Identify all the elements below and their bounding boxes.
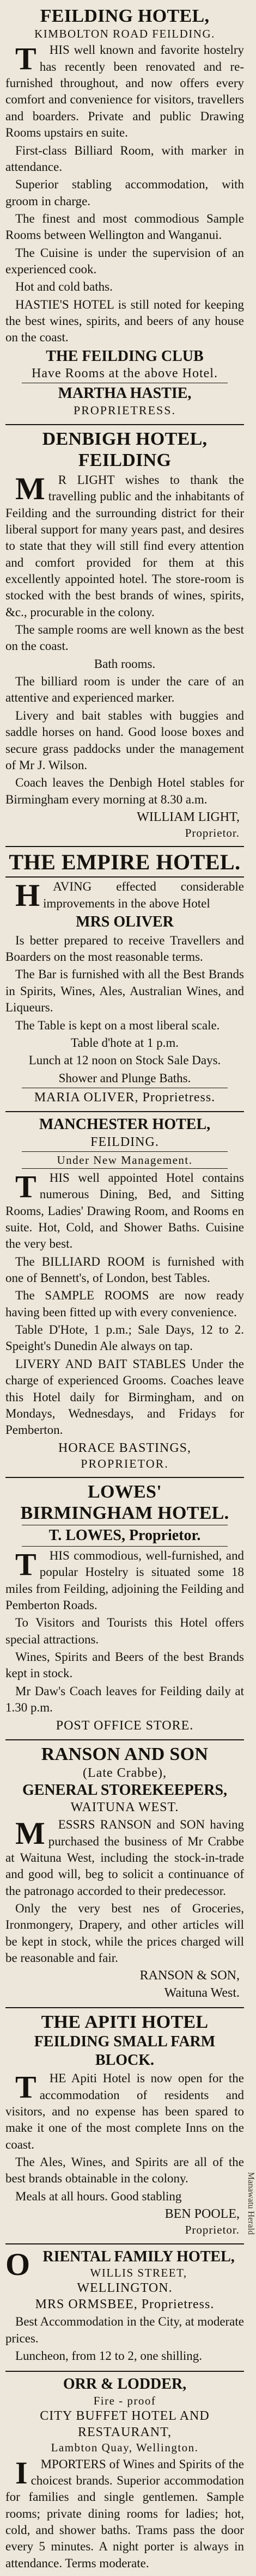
ad-paragraph: MR LIGHT wishes to thank the travelling public and the inhabitants of Feilding and the surrounding district for their liberal support for many years past, and desires to state that they will still find every attention and comfort provided for them at this excellently appointed hotel. The store-room is stocked with the best brands of wines, spirits, &c., procurable in the colony.: [5, 470, 244, 619]
ad-proprietor-title: Proprietor.: [185, 2223, 240, 2237]
ad-title: BIRMINGHAM HOTEL.: [20, 1503, 229, 1524]
ad-proprietor: MRS ORMSBEE, Proprietress.: [35, 2297, 215, 2312]
ad-title: THE EMPIRE HOTEL.: [9, 850, 241, 875]
city-buffet-hotel-ad: [5, 2373, 244, 2576]
ad-subheading: GENERAL STOREKEEPERS,: [22, 1781, 228, 1799]
ad-paragraph: THIS well known and favorite hostelry has recently been renovated and re-furnished throughout, and now offers every comfort and convenience for visitors, travellers and boarders. Private and public Drawing Rooms upstairs en suite.: [5, 41, 244, 140]
ad-proprietor: BEN POOLE,: [164, 2207, 240, 2222]
ad-paragraph: Mr Daw's Coach leaves for Feilding daily at 1.30 p.m.: [5, 1684, 244, 1715]
ad-proprietor-title: PROPRIETRESS.: [74, 403, 176, 417]
ad-title: DENBIGH HOTEL, FEILDING: [42, 428, 208, 470]
ad-town: WELLINGTON.: [77, 2281, 173, 2296]
ad-paragraph: Best Accommodation in the City, at moderate prices.: [5, 2315, 244, 2345]
ad-address: KIMBOLTON ROAD FEILDING.: [34, 27, 215, 41]
ad-subheading: CITY BUFFET HOTEL AND RESTAURANT,: [40, 2409, 210, 2440]
divider: [22, 1168, 228, 1169]
ad-paragraph: Table D'Hote, 1 p.m.; Sale Days, 12 to 2. Speight's Dunedin Ale always on tap.: [5, 1323, 244, 1353]
ad-paragraph: THIS well appointed Hotel contains numerous Dining, Bed, and Sitting Rooms, Ladies' Drawing Room, and Rooms en suite. Hot, Cold, and Shower Baths. Cuisine the very best.: [5, 1168, 244, 1251]
oriental-family-hotel-ad: [5, 2246, 244, 2369]
ad-town: Lambton Quay, Wellington.: [51, 2441, 199, 2455]
empire-hotel-ad: [5, 848, 244, 1109]
divider: [5, 876, 244, 878]
ad-subheading: POST OFFICE STORE.: [56, 1718, 194, 1733]
ad-paragraph: Livery and bait stables with buggies and saddle horses on hand. Good loose boxes and secure grass paddocks under the management of Mr J. Wilson.: [5, 708, 244, 772]
divider: [22, 1151, 228, 1152]
ad-name: MRS OLIVER: [76, 913, 174, 931]
ad-paragraph: Table d'hote at 1 p.m.: [71, 1035, 179, 1050]
ad-paragraph: LIVERY AND BAIT STABLES Under the charge of experienced Grooms. Coaches leave this Hotel daily for Birmingham, and on Mondays, Wednesdays, and Fridays for Pemberton.: [5, 1357, 244, 1437]
divider: [5, 846, 244, 847]
ad-paragraph: Meals at all hours. Good stabling: [15, 2189, 182, 2203]
ad-proprietor: MARTHA HASTIE,: [58, 385, 192, 402]
divider: [5, 2243, 244, 2244]
ad-paragraph: Coach leaves the Denbigh Hotel stables for Birmingham every morning at 8.30 a.m.: [5, 776, 244, 806]
ad-proprietor-title: PROPRIETOR.: [81, 1456, 169, 1470]
ad-paragraph: Shower and Plunge Baths.: [58, 1071, 191, 1085]
divider: [22, 1546, 228, 1547]
ad-paragraph: The SAMPLE ROOMS are now ready having been fitted up with every convenience.: [5, 1289, 244, 1319]
ad-paragraph: Bath rooms.: [94, 657, 156, 671]
ranson-and-son-ad: [5, 1741, 244, 2005]
ad-paragraph: IMPORTERS of Wines and Spirits of the choicest brands. Superior accommodation for families and single gentlemen. Sample rooms; private dining rooms for ladies; hot, cold, and shower baths. Trams pass the door every 5 minutes. A night porter is always in attendance. Terms moderate.: [5, 2455, 244, 2570]
ad-signature: Waituna West.: [164, 1985, 240, 2000]
ad-title: LOWES': [88, 1482, 162, 1502]
ad-title: MANCHESTER HOTEL,: [39, 1116, 211, 1133]
manchester-hotel-ad: [5, 1113, 244, 1475]
ad-town: WAITUNA WEST.: [70, 1800, 179, 1815]
ad-proprietor: HORACE BASTINGS,: [58, 1440, 192, 1455]
ad-paragraph: HAVING effected considerable improvements in the above Hotel: [15, 878, 244, 913]
ad-proprietor: MARIA OLIVER, Proprietress.: [34, 1090, 216, 1105]
ad-paragraph: Only the very best nes of Groceries, Ironmongery, Drapery, and other articles will be kept in stock, while the prices charged will be reasonable and fair.: [5, 1902, 244, 1965]
ad-proprietor: WILLIAM LIGHT,: [137, 809, 240, 824]
ad-paragraph: Is better prepared to receive Travellers and Boarders on the most reasonable terms.: [5, 933, 244, 964]
ad-note: (Late Crabbe),: [83, 1765, 167, 1780]
divider: [5, 2371, 244, 2372]
ad-paragraph: THE Apiti Hotel is now open for the accommodation of residents and visitors, and no expense has been spared to make it one of the most complete Inns on the coast.: [5, 2069, 244, 2151]
ad-paragraph: The Ales, Wines, and Spirits are all of the best brands obtainable in the colony.: [5, 2155, 244, 2186]
ad-title: RANSON AND SON: [41, 1744, 209, 1764]
margin-masthead-fragment: Manawatu Herald: [246, 2172, 255, 2235]
ad-title: THE APITI HOTEL: [41, 2011, 209, 2032]
ad-paragraph: Luncheon, from 12 to 2, one shilling.: [15, 2349, 203, 2363]
ad-note: Under New Management.: [57, 1153, 193, 1167]
apiti-hotel-ad: [5, 2009, 244, 2241]
ad-paragraph: The Bar is furnished with all the Best Brands in Spirits, Wines, Ales, Australian Wines, and Liqueurs.: [5, 967, 244, 1015]
divider: [5, 1739, 244, 1740]
ad-paragraph: The Cuisine is under the supervision of an experienced cook.: [5, 246, 244, 277]
ad-title: ORIENTAL FAMILY HOTEL,: [5, 2246, 235, 2282]
ad-paragraph: The billiard room is under the care of an attentive and experienced marker.: [5, 674, 244, 705]
divider: [5, 2007, 244, 2008]
ad-proprietor: T. LOWES, Proprietor.: [48, 1527, 201, 1544]
ad-paragraph: THIS commodious, well-furnished, and popular Hostelry is situated some 18 miles from Feilding, adjoining the Feilding and Pemberton Roads.: [5, 1546, 244, 1612]
ad-paragraph: Hot and cold baths.: [15, 280, 113, 294]
ad-paragraph: The finest and most commodious Sample Rooms between Wellington and Wanganui.: [5, 211, 244, 242]
divider: [5, 424, 244, 425]
divider: [5, 1111, 244, 1112]
ad-paragraph: The BILLIARD ROOM is furnished with one of Bennett's, of London, best Tables.: [5, 1254, 244, 1285]
divider: [5, 1477, 244, 1478]
ad-paragraph: MESSRS RANSON and SON having purchased the business of Mr Crabbe at Waituna West, including the stock-in-trade and good will, beg to solicit a continuance of the patronago accorded to their predecessor.: [5, 1816, 244, 1898]
denbigh-hotel-ad: [5, 426, 244, 844]
feilding-hotel-ad: [5, 3, 244, 422]
ad-paragraph: Lunch at 12 noon on Stock Sale Days.: [28, 1053, 221, 1068]
ad-proprietor-title: Proprietor.: [185, 826, 240, 840]
ad-paragraph: First-class Billiard Room, with marker in attendance.: [5, 143, 244, 174]
ad-paragraph: Wines, Spirits and Beers of the best Brands kept in stock.: [5, 1650, 244, 1680]
ad-title: ORR & LODDER,: [63, 2376, 187, 2393]
ad-street: WILLIS STREET,: [90, 2266, 187, 2280]
ad-note: Fire - proof: [93, 2394, 156, 2408]
ad-subheading: FEILDING SMALL FARM BLOCK.: [34, 2033, 216, 2069]
ad-paragraph: The sample rooms are well known as the best on the coast.: [5, 623, 244, 653]
ad-paragraph: To Visitors and Tourists this Hotel offers special attractions.: [5, 1616, 244, 1646]
ad-title: FEILDING HOTEL,: [40, 6, 210, 26]
ad-paragraph: The Table is kept on a most liberal scale.: [15, 1018, 220, 1032]
ad-paragraph: Superior stabling accommodation, with groom in charge.: [5, 177, 244, 208]
ad-subheading: THE FEILDING CLUB: [46, 347, 204, 365]
ad-town: FEILDING.: [90, 1134, 159, 1149]
ad-paragraph: HASTIE'S HOTEL is still noted for keeping the best wines, spirits, and beers of any house on the coast.: [5, 297, 244, 345]
lowes-birmingham-hotel-ad: [5, 1479, 244, 1737]
ad-note: Have Rooms at the above Hotel.: [32, 366, 218, 381]
ad-signature: RANSON & SON,: [139, 1968, 240, 1983]
